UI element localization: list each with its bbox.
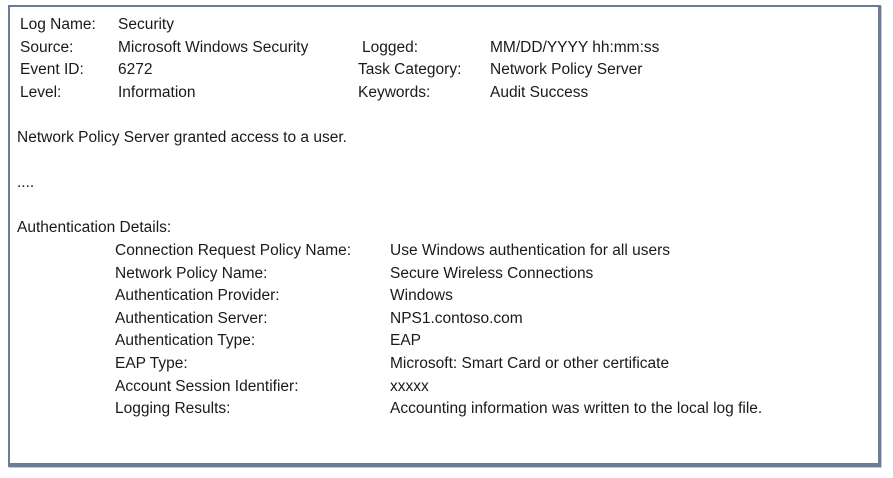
log-name-value: Security — [118, 16, 174, 33]
event-log-content — [0, 14, 893, 421]
detail-row — [0, 240, 893, 263]
source-label: Source: — [20, 38, 74, 56]
keywords-label: Keywords: — [358, 83, 431, 101]
auth-details-title-row — [0, 217, 893, 240]
detail-value: EAP — [390, 332, 422, 350]
detail-label: Account Session Identifier: — [115, 377, 299, 395]
level-label: Level: — [20, 83, 62, 101]
description-row — [0, 127, 893, 150]
event-id-value: 6272 — [118, 61, 153, 79]
logged-label: Logged: — [362, 38, 419, 56]
detail-label: Logging Results: — [115, 400, 231, 418]
detail-value: Accounting information was written to the local log file. — [390, 400, 763, 418]
event-description: Network Policy Server granted access to a user. — [17, 128, 347, 146]
detail-label: Authentication Type: — [115, 332, 256, 350]
blank-line — [0, 104, 893, 127]
detail-row — [0, 398, 893, 421]
detail-label: Authentication Provider: — [115, 287, 280, 305]
detail-label: Connection Request Policy Name: — [115, 241, 352, 259]
ellipsis-row — [0, 172, 893, 195]
detail-row — [0, 376, 893, 399]
detail-label: Network Policy Name: — [115, 264, 268, 282]
log-name-label: Log Name: — [20, 16, 96, 33]
keywords-value: Audit Success — [490, 83, 589, 101]
detail-value: Use Windows authentication for all users — [390, 241, 670, 259]
detail-value: NPS1.contoso.com — [390, 309, 523, 327]
detail-row — [0, 353, 893, 376]
detail-value: Secure Wireless Connections — [390, 264, 594, 282]
detail-value: xxxxx — [390, 377, 429, 395]
detail-row — [0, 263, 893, 286]
blank-line — [0, 150, 893, 173]
event-id-label: Event ID: — [20, 61, 84, 79]
header-row — [0, 82, 893, 105]
header-row — [0, 14, 893, 37]
level-value: Information — [118, 83, 196, 101]
task-category-value: Network Policy Server — [490, 61, 643, 79]
detail-row — [0, 330, 893, 353]
ellipsis-text: .... — [17, 174, 35, 192]
header-row — [0, 59, 893, 82]
detail-row — [0, 308, 893, 331]
auth-details-title: Authentication Details: — [17, 219, 172, 237]
detail-value: Windows — [390, 287, 453, 305]
header-row — [0, 37, 893, 60]
source-value: Microsoft Windows Security — [118, 38, 309, 56]
detail-row — [0, 285, 893, 308]
blank-line — [0, 195, 893, 218]
detail-label: EAP Type: — [115, 354, 188, 372]
detail-label: Authentication Server: — [115, 309, 268, 327]
logged-value: MM/DD/YYYY hh:mm:ss — [490, 38, 660, 56]
task-category-label: Task Category: — [358, 61, 462, 79]
detail-value: Microsoft: Smart Card or other certificate — [390, 354, 670, 372]
